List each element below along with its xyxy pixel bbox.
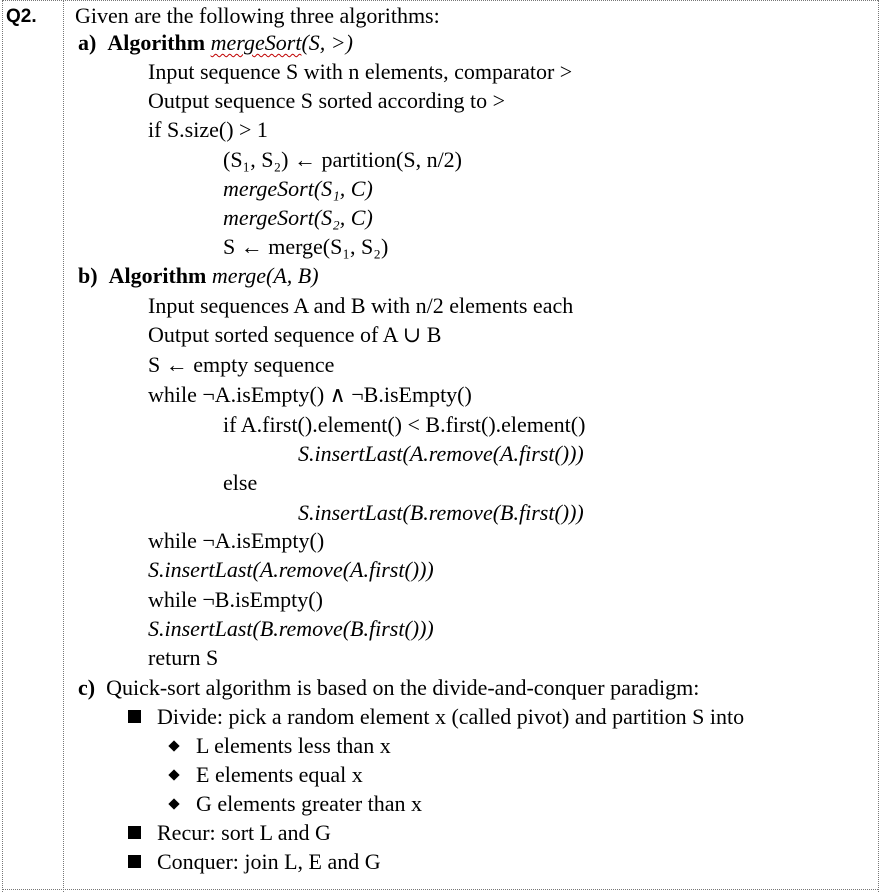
part-b-output: Output sorted sequence of A ∪ B	[148, 322, 442, 347]
part-a-body-line: S ← merge(S₁, S₂)	[223, 234, 389, 259]
frame-column-divider	[63, 0, 64, 892]
diamond-bullet-icon	[168, 769, 179, 780]
part-a-input: Input sequence S with n elements, comparator >	[148, 59, 573, 84]
part-a-label: a)	[78, 30, 97, 55]
part-a-header	[78, 30, 353, 56]
part-a-body-line: (S₁, S₂) ← partition(S, n/2)	[223, 147, 463, 172]
part-a-body-line: mergeSort(S₁, C)	[223, 176, 373, 201]
part-b-label: b)	[78, 263, 98, 288]
square-bullet-icon	[128, 855, 141, 868]
part-a-params: (S, >)	[301, 30, 353, 55]
part-c-sub-item-text: G elements greater than x	[196, 791, 423, 816]
part-b-while-2: while ¬A.isEmpty()	[148, 528, 325, 553]
part-c-divide-item	[128, 704, 744, 730]
square-bullet-icon	[128, 710, 141, 723]
diamond-bullet-icon	[168, 740, 179, 751]
part-b-then-line: S.insertLast(A.remove(A.first()))	[298, 441, 584, 466]
part-c-recur-text: Recur: sort L and G	[157, 820, 331, 845]
part-c-recur-item	[128, 820, 331, 846]
part-b-if-line: if A.first().element() < B.first().element()	[223, 412, 586, 437]
frame-right-border	[878, 0, 879, 892]
part-a-body-line: mergeSort(S₂, C)	[223, 205, 373, 230]
part-b-else-line: S.insertLast(B.remove(B.first()))	[298, 500, 584, 525]
part-c-sub-item	[170, 791, 422, 817]
part-b-init: S ← empty sequence	[148, 352, 335, 377]
part-b-while-2-body: S.insertLast(A.remove(A.first()))	[148, 557, 434, 582]
part-a-keyword: Algorithm	[107, 30, 206, 55]
question-number: Q2.	[6, 6, 37, 27]
frame-bottom-border	[2, 889, 878, 890]
part-a-output: Output sequence S sorted according to >	[148, 88, 505, 113]
part-c-conquer-text: Conquer: join L, E and G	[157, 849, 381, 874]
part-c-conquer-item	[128, 849, 381, 875]
part-c-label: c)	[78, 675, 96, 700]
part-b-keyword: Algorithm	[108, 263, 207, 288]
part-a-algorithm-name: mergeSort	[210, 30, 302, 55]
part-b-params: (A, B)	[266, 263, 319, 288]
part-c-sub-item-text: E elements equal x	[196, 762, 363, 787]
part-b-else: else	[223, 470, 258, 495]
part-c-divide-text: Divide: pick a random element x (called pivot) and partition S into	[157, 704, 745, 729]
part-c-header	[78, 675, 699, 701]
frame-left-border	[2, 0, 3, 892]
square-bullet-icon	[128, 826, 141, 839]
part-a-if-line: if S.size() > 1	[148, 117, 268, 142]
question-intro: Given are the following three algorithms:	[75, 3, 440, 28]
part-c-sub-item	[170, 733, 391, 759]
part-b-while-3-body: S.insertLast(B.remove(B.first()))	[148, 616, 434, 641]
diamond-bullet-icon	[168, 798, 179, 809]
part-b-header	[78, 263, 319, 289]
part-c-sub-item	[170, 762, 363, 788]
part-b-while-3: while ¬B.isEmpty()	[148, 587, 323, 612]
part-c-intro: Quick-sort algorithm is based on the divide-and-conquer paradigm:	[106, 675, 700, 700]
part-b-while-1: while ¬A.isEmpty() ∧ ¬B.isEmpty()	[148, 382, 472, 407]
part-c-sub-item-text: L elements less than x	[196, 733, 391, 758]
part-b-input: Input sequences A and B with n/2 elements each	[148, 293, 574, 318]
part-b-algorithm-name: merge	[211, 263, 266, 288]
part-b-return: return S	[148, 645, 219, 670]
frame-top-border	[2, 0, 878, 1]
